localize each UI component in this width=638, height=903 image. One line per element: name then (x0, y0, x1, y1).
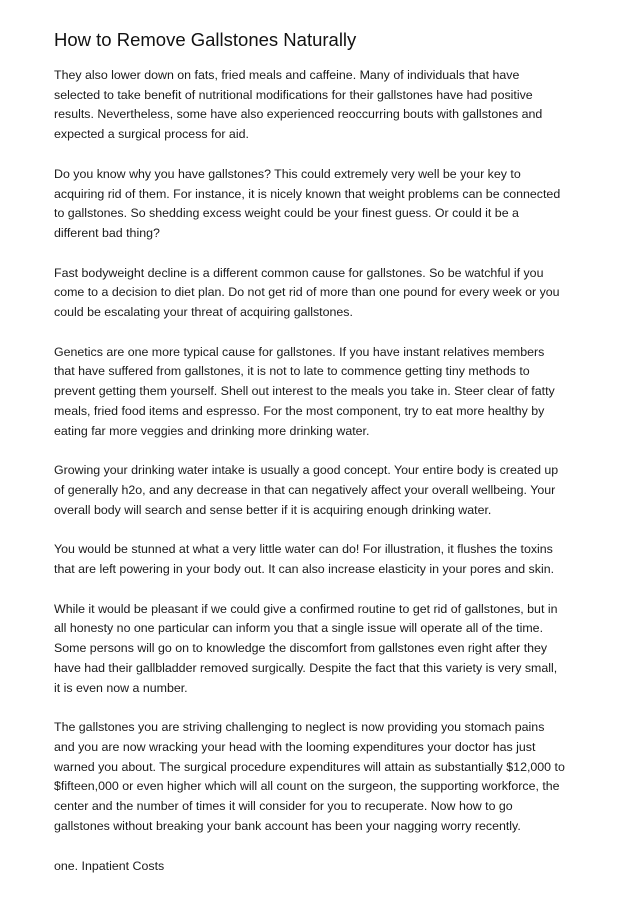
paragraph (54, 718, 594, 836)
paragraph (54, 857, 594, 877)
document-page (54, 27, 594, 896)
paragraph (54, 540, 594, 579)
paragraph-line: could be escalating your threat of acquiring gallstones. (54, 305, 353, 320)
paragraph (54, 343, 594, 442)
paragraph-line: Fast bodyweight decline is a different common cause for gallstones. So be watchful if you (54, 265, 544, 280)
paragraph-line: expected a surgical process for aid. (54, 127, 249, 142)
paragraph-line: gallstones without breaking your bank account has been your nagging worry recently. (54, 818, 521, 833)
paragraph-line: The gallstones you are striving challenging to neglect is now providing you stomach pains (54, 720, 545, 735)
paragraph-line: that have suffered from gallstones, it is not to late to commence getting tiny methods to (54, 364, 530, 379)
document-body (54, 66, 594, 876)
paragraph-line: Growing your drinking water intake is usually a good concept. Your entire body is created up (54, 463, 559, 478)
paragraph-line: of generally h2o, and any decrease in that can negatively affect your overall wellbeing. Your (54, 482, 556, 497)
paragraph-line: to gallstones. So shedding excess weight could be your finest guess. Or could it be a (54, 206, 519, 221)
paragraph-line: that are left powering in your body out. It can also increase elasticity in your pores and skin. (54, 562, 555, 577)
paragraph-line: $fifteen,000 or even higher which will all count on the surgeon, the supporting workforce, the (54, 779, 560, 794)
paragraph-line: While it would be pleasant if we could give a confirmed routine to get rid of gallstones, but in (54, 601, 558, 616)
paragraph (54, 600, 594, 699)
paragraph-line: warned you about. The surgical procedure expenditures will attain as substantially $12,000 to (54, 759, 565, 774)
paragraph-line: results. Nevertheless, some have also experienced reoccurring bouts with gallstones and (54, 107, 543, 122)
paragraph-line: and you are now wracking your head with the looming expenditures your doctor has just (54, 739, 536, 754)
paragraph (54, 66, 594, 145)
document-title: How to Remove Gallstones Naturally (54, 29, 357, 50)
paragraph-line: You would be stunned at what a very little water can do! For illustration, it flushes the toxins (54, 542, 553, 557)
paragraph-line: different bad thing? (54, 225, 160, 240)
paragraph-line: meals, fried food items and espresso. For the most component, try to eat more healthy by (54, 403, 545, 418)
paragraph-line: have had their gallbladder removed surgically. Despite the fact that this variety is very small, (54, 660, 558, 675)
paragraph-line: acquiring rid of them. For instance, it is nicely known that weight problems can be connected (54, 186, 561, 201)
paragraph (54, 264, 594, 323)
paragraph-line: prevent getting them yourself. Shell out interest to the meals you take in. Steer clear of fatty (54, 384, 555, 399)
paragraph (54, 461, 594, 520)
paragraph-line: They also lower down on fats, fried meals and caffeine. Many of individuals that have (54, 68, 520, 82)
paragraph-line: Genetics are one more typical cause for gallstones. If you have instant relatives members (54, 344, 545, 359)
paragraph-line: center and the number of times it will consider for you to recuperate. Now how to go (54, 799, 513, 814)
paragraph-line: all honesty no one particular can inform you that a single issue will operate all of the time. (54, 621, 544, 636)
paragraph-line: one. Inpatient Costs (54, 858, 165, 873)
paragraph (54, 165, 594, 244)
paragraph-line: eating far more veggies and drinking more drinking water. (54, 423, 370, 438)
paragraph-line: selected to take benefit of nutritional modifications for their gallstones have had positive (54, 87, 533, 102)
paragraph-line: it is even now a number. (54, 680, 188, 695)
paragraph-line: overall body will search and sense better if it is acquiring enough drinking water. (54, 502, 492, 517)
paragraph-line: come to a decision to diet plan. Do not get rid of more than one pound for every week or you (54, 285, 560, 300)
paragraph-line: Do you know why you have gallstones? This could extremely very well be your key to (54, 166, 521, 181)
paragraph-line: Some persons will go on to knowledge the discomfort from gallstones even right after they (54, 641, 548, 656)
